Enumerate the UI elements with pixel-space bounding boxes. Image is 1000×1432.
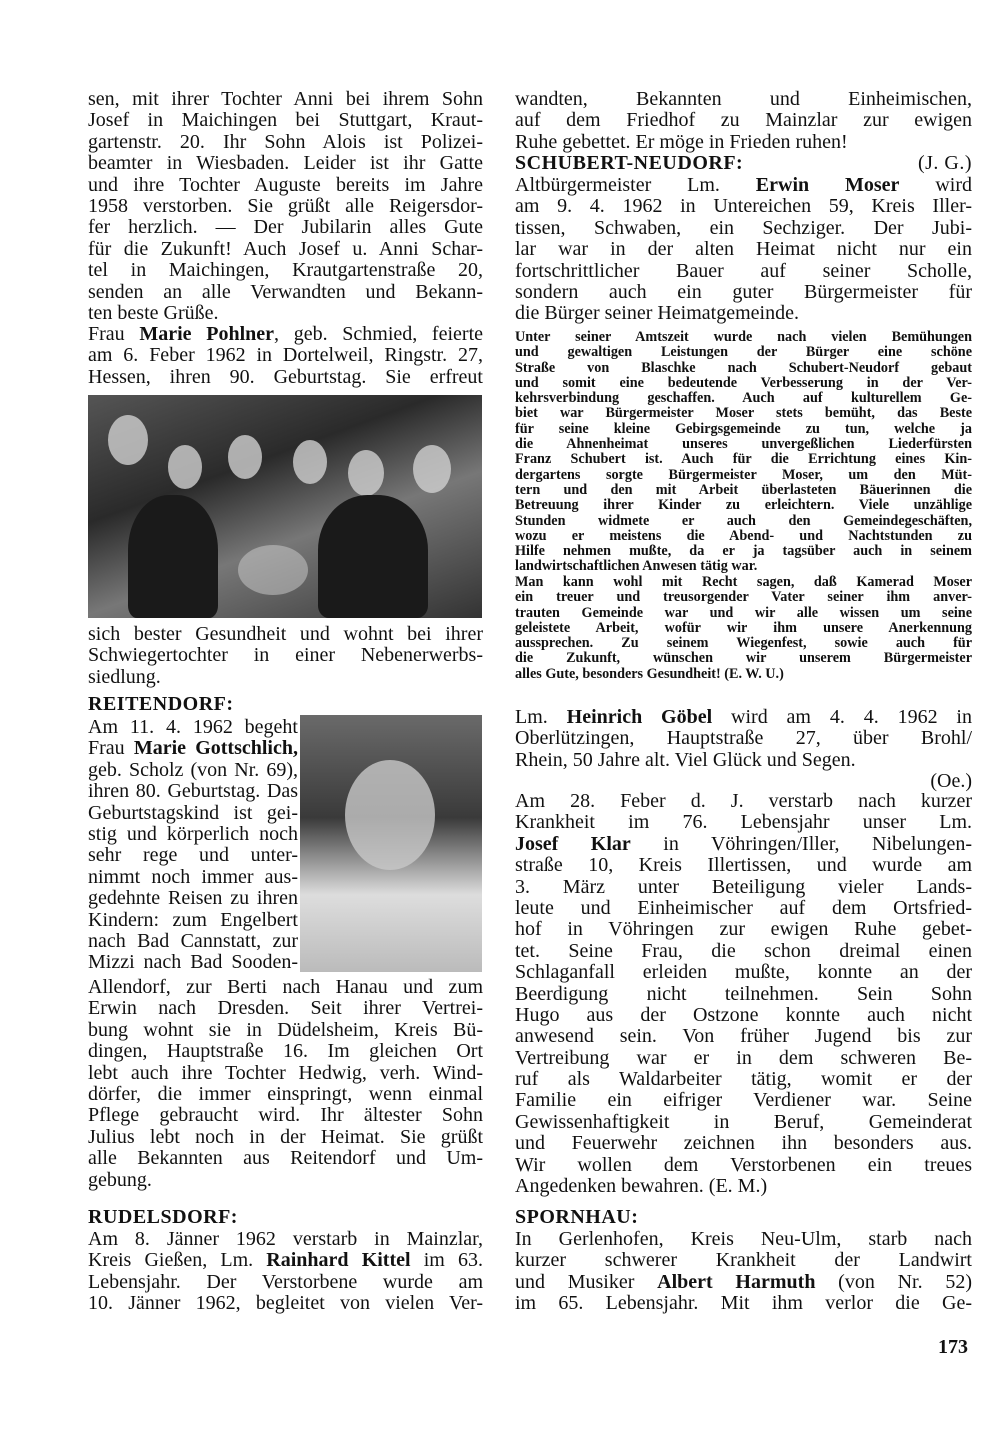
text-segment: tel in Maichingen, Krautgartenstraße 20, xyxy=(88,259,483,282)
paragraph-klar xyxy=(515,791,972,1197)
text-segment: tet. Seine Frau, die schon dreimal einen xyxy=(515,939,972,962)
text-line xyxy=(515,621,972,636)
heading-rudelsdorf: RUDELSDORF: xyxy=(88,1206,238,1228)
text-line xyxy=(88,1105,483,1126)
text-line xyxy=(88,667,483,688)
text-segment: wandten, Bekannten und Einheimischen, xyxy=(515,88,972,110)
text-line xyxy=(515,239,972,260)
text-segment: Josef in Maichingen bei Stuttgart, Kraut- xyxy=(88,109,483,132)
text-segment: wird am 4. 4. 1962 in xyxy=(712,706,972,728)
text-line xyxy=(88,910,298,931)
text-line xyxy=(88,153,483,174)
text-line xyxy=(88,1020,483,1041)
text-line xyxy=(515,422,972,437)
text-line xyxy=(515,1176,972,1197)
text-segment: ihren 80. Geburtstag. Das xyxy=(88,780,298,803)
text-line xyxy=(515,1112,972,1133)
text-line xyxy=(515,437,972,452)
text-segment: Wir wollen dem Verstorbenen ein treues xyxy=(515,1153,972,1176)
text-segment: Frau xyxy=(88,323,140,345)
text-segment: Gewissenhaftigkeit in Beruf, Gemeinderat xyxy=(515,1110,972,1133)
paragraph-pohlner-cont xyxy=(88,624,483,688)
text-line xyxy=(515,1293,972,1314)
text-segment: In Gerlenhofen, Kreis Neu-Ulm, starb nach xyxy=(515,1228,972,1250)
text-line xyxy=(515,218,972,239)
text-segment: tissen, Schwaben, ein Sechziger. Der Jubi- xyxy=(515,216,972,239)
text-line xyxy=(88,89,483,110)
text-line xyxy=(515,1026,972,1047)
text-line xyxy=(515,303,972,324)
text-segment: Mizzi nach Bad Sooden- xyxy=(88,951,298,974)
text-segment: gebung. xyxy=(88,1168,152,1191)
text-segment: Pflege gebraucht wird. Ihr ältester Sohn xyxy=(88,1104,483,1127)
text-segment: senden an alle Verwandten und Bekann- xyxy=(88,280,483,303)
text-segment: Angedenken bewahren. (E. M.) xyxy=(515,1175,768,1198)
text-segment: kurzer schwerer Krankheit der Landwirt xyxy=(515,1249,972,1272)
text-line xyxy=(88,952,298,973)
page-number: 173 xyxy=(938,1336,968,1358)
text-line xyxy=(88,867,298,888)
text-segment: alle Bekannten aus Reitendorf und Um- xyxy=(88,1147,483,1170)
text-segment: und Feuerwehr zeichnen ihn besonders aus. xyxy=(515,1132,972,1155)
text-segment: 1958 verstorben. Sie grüßt alle Reigersdor- xyxy=(88,194,483,217)
text-line xyxy=(88,760,298,781)
text-segment: Hessen, ihren 90. Geburtstag. Sie erfreut xyxy=(88,365,483,388)
text-segment: stig und körperlich noch xyxy=(88,822,298,845)
text-segment: fortschrittlicher Bauer auf seiner Scholle, xyxy=(515,259,972,282)
text-line xyxy=(515,1272,972,1293)
text-segment: Rhein, 50 Jahre alt. Viel Glück und Segen. xyxy=(515,748,856,771)
text-segment: die Zukunft, wünschen wir unserem Bürgermeister xyxy=(515,650,972,667)
text-segment: im 65. Lebensjahr. Mit ihm verlor die Ge- xyxy=(515,1292,972,1315)
text-segment: sondern auch ein guter Bürgermeister für xyxy=(515,280,972,303)
text-segment: lebt auch ihre Tochter Hedwig, verh. Wind- xyxy=(88,1061,483,1084)
text-segment: leute und Einheimischer auf dem Ortsfried- xyxy=(515,896,972,919)
text-segment: die Bürger seiner Heimatgemeinde. xyxy=(515,302,799,325)
text-line xyxy=(88,738,298,759)
text-line xyxy=(515,855,972,876)
text-segment: geleistete Arbeit, wofür wir ihm unsere Anerkennung xyxy=(515,619,972,636)
text-segment: anwesend sein. Von früher Jugend bis zur xyxy=(515,1025,972,1048)
text-segment: Frau xyxy=(88,737,134,760)
text-segment: sen, mit ihrer Tochter Anni bei ihrem Sohn xyxy=(88,88,483,110)
text-line xyxy=(515,196,972,217)
text-line xyxy=(515,132,972,153)
text-segment: 10. Jänner 1962, begleitet von vielen Ver- xyxy=(88,1292,483,1315)
text-line xyxy=(88,132,483,153)
text-line xyxy=(515,110,972,131)
text-line xyxy=(515,1090,972,1111)
text-segment: Oberlützingen, Hauptstraße 27, über Brohl/ xyxy=(515,727,972,750)
text-segment: Franz Schubert ist. Auch für die Errichtung eines Kin- xyxy=(515,451,972,468)
text-line xyxy=(88,1250,483,1271)
text-line xyxy=(515,941,972,962)
text-line xyxy=(515,877,972,898)
group-photo xyxy=(88,395,482,618)
text-segment: Unter seiner Amtszeit wurde nach vielen Bemühungen xyxy=(515,329,972,345)
author-initials: (J. G.) xyxy=(917,152,972,174)
author-initials-oe: (Oe.) xyxy=(930,770,972,792)
text-segment: Betreuung ihrer Kinder zu erleichtern. Viele unzählige xyxy=(515,497,972,514)
text-line xyxy=(88,345,483,366)
text-line xyxy=(88,1127,483,1148)
text-line xyxy=(515,707,972,728)
text-segment: aussprechen. Zu seinem Wiegenfest, sowie auch für xyxy=(515,635,972,652)
paragraph-gottschlich xyxy=(88,717,298,974)
person-name: Marie Gottschlich, xyxy=(133,737,298,760)
small-paragraph-moser-2 xyxy=(515,575,972,682)
person-name: Marie Pohlner xyxy=(139,323,275,345)
paragraph-kittel xyxy=(88,1229,483,1315)
text-segment: Allendorf, zur Berti nach Hanau und zum xyxy=(88,976,483,998)
text-segment: und gewaltigen Leistungen der Bürger eine schöne xyxy=(515,344,972,361)
text-line xyxy=(515,330,972,345)
text-segment: die Ahnenheimat unseres unvergeßlichen Liederfürsten xyxy=(515,436,972,453)
text-segment: Straße von Blaschke nach Schubert-Neudorf gebaut xyxy=(515,359,972,376)
text-line xyxy=(88,303,483,324)
text-line xyxy=(88,260,483,281)
heading-text: SCHUBERT-NEUDORF: xyxy=(515,152,744,174)
text-segment: im 63. xyxy=(410,1249,483,1272)
person-name: Rainhard Kittel xyxy=(266,1249,411,1272)
text-segment: Beerdigung nicht teilnehmen. Sein Sohn xyxy=(515,982,972,1005)
text-segment: straße 10, Kreis Illertissen, und wurde am xyxy=(515,854,972,877)
text-segment: , geb. Schmied, feierte xyxy=(274,323,484,345)
text-line xyxy=(515,667,972,682)
text-line xyxy=(515,575,972,590)
text-segment: Altbürgermeister Lm. xyxy=(515,174,756,196)
text-line xyxy=(515,483,972,498)
text-line xyxy=(515,984,972,1005)
text-segment: sehr rege und unter- xyxy=(88,844,298,867)
text-line xyxy=(515,376,972,391)
text-line xyxy=(88,324,483,345)
text-line xyxy=(515,590,972,605)
text-segment: Kindern: zum Engelbert xyxy=(88,908,298,931)
text-segment: Vertreibung war er in dem schweren Be- xyxy=(515,1046,972,1069)
text-line xyxy=(88,110,483,131)
text-line xyxy=(88,888,298,909)
text-line xyxy=(88,1170,483,1191)
text-segment: für die Zukunft! Auch Josef u. Anni Schar- xyxy=(88,237,483,260)
text-line xyxy=(515,791,972,812)
person-name: Erwin Moser xyxy=(755,174,900,196)
text-line xyxy=(88,803,298,824)
text-segment: wozu er meistens die Abend- und Nachtstunden zu xyxy=(515,527,972,544)
text-segment: (von Nr. 52) xyxy=(815,1270,972,1293)
text-segment: Kreis Gießen, Lm. xyxy=(88,1249,267,1272)
text-line xyxy=(88,175,483,196)
text-segment: und somit eine bedeutende Verbesserung in der Ver- xyxy=(515,374,972,391)
text-line xyxy=(88,1229,483,1250)
text-line xyxy=(515,1229,972,1250)
heading-reitendorf: REITENDORF: xyxy=(88,693,234,715)
text-segment: dingen, Hauptstraße 16. Im gleichen Ort xyxy=(88,1040,483,1063)
text-line xyxy=(88,998,483,1019)
text-line xyxy=(88,781,298,802)
text-segment: Geburtstagskind ist gei- xyxy=(88,801,298,824)
text-segment: landwirtschaftlichen Anwesen tätig war. xyxy=(515,558,758,575)
heading-spornhau: SPORNHAU: xyxy=(515,1206,639,1228)
text-segment: beamter in Wiesbaden. Leider ist ihr Gatte xyxy=(88,152,483,175)
text-line xyxy=(515,812,972,833)
text-line xyxy=(88,196,483,217)
text-line xyxy=(88,239,483,260)
text-line xyxy=(515,452,972,467)
text-segment: am 9. 4. 1962 in Untereichen 59, Kreis Iller- xyxy=(515,195,972,218)
text-segment: in Vöhringen/Iller, Nibelungen- xyxy=(630,832,972,855)
paragraph-moser xyxy=(515,175,972,325)
text-line xyxy=(515,1133,972,1154)
text-line xyxy=(515,750,972,771)
text-segment: Man kann wohl mit Recht sagen, daß Kamerad Moser xyxy=(515,574,972,590)
text-line xyxy=(515,962,972,983)
text-segment: alles Gute, besonders Gesundheit! (E. W. U.) xyxy=(515,665,784,682)
text-segment: für seine kleine Gebirgsgemeinde zu tun, welche ja xyxy=(515,420,972,437)
text-line xyxy=(515,559,972,574)
text-segment: sich bester Gesundheit und wohnt bei ihrer xyxy=(88,623,483,645)
text-segment: ruf als Waldarbeiter tätig, womit er der xyxy=(515,1068,972,1091)
heading-schubert-neudorf xyxy=(515,153,972,174)
text-line xyxy=(88,717,298,738)
text-segment: Hilfe nehmen mußte, da er ja tagsüber auch in seinem xyxy=(515,543,972,560)
paragraph-goebel xyxy=(515,707,972,771)
text-line xyxy=(515,636,972,651)
person-name: Albert Harmuth xyxy=(657,1270,816,1293)
text-line xyxy=(515,898,972,919)
text-segment: trauten Gemeinde war und wir alle wissen um seine xyxy=(515,604,972,621)
text-segment: nach Bad Cannstatt, zur xyxy=(88,929,298,952)
text-segment: Schlaganfall erleiden mußte, konnte an der xyxy=(515,961,972,984)
text-segment: Stunden widmete er auch den Gemeindegeschäften, xyxy=(515,512,972,529)
text-segment: Ruhe gebettet. Er möge in Frieden ruhen! xyxy=(515,130,848,153)
text-line xyxy=(88,1148,483,1169)
text-line xyxy=(88,1272,483,1293)
text-segment: Hugo aus der Ostzone konnte auch nicht xyxy=(515,1003,972,1026)
text-line xyxy=(515,1155,972,1176)
text-line xyxy=(515,89,972,110)
text-line xyxy=(88,1293,483,1314)
text-segment: gartenstr. 20. Ihr Sohn Alois ist Polizei- xyxy=(88,130,483,153)
paragraph-schartel xyxy=(88,89,483,324)
text-segment: kehrsverbindung geschaffen. Auch auf kulturellem Ge- xyxy=(515,390,972,407)
text-segment: dergartens sorgte Bürgermeister Moser, um den Müt- xyxy=(515,466,972,483)
text-line xyxy=(515,606,972,621)
text-segment: Julius lebt noch in der Heimat. Sie grüßt xyxy=(88,1125,483,1148)
text-line xyxy=(515,468,972,483)
text-line xyxy=(515,1048,972,1069)
text-segment: tern und den mit Arbeit überlasteten Bäuerinnen die xyxy=(515,481,972,498)
text-segment: dörfer, die immer einspringt, wenn einmal xyxy=(88,1082,483,1105)
text-segment: Erwin nach Dresden. Seit ihrer Vertrei- xyxy=(88,997,483,1020)
text-line xyxy=(515,728,972,749)
text-line xyxy=(515,498,972,513)
text-segment: 3. März unter Beteiligung vieler Lands- xyxy=(515,875,972,898)
text-line xyxy=(88,1084,483,1105)
text-segment: gedehnte Reisen zu ihren xyxy=(88,887,298,910)
text-segment: Am 28. Feber d. J. verstarb nach kurzer xyxy=(515,790,972,812)
text-line xyxy=(515,834,972,855)
text-segment: fer herzlich. — Der Jubilarin alles Gute xyxy=(88,216,483,239)
text-segment: geb. Scholz (von Nr. 69), xyxy=(88,758,298,781)
text-line xyxy=(88,845,298,866)
text-line xyxy=(88,282,483,303)
text-segment: lar war in der alten Heimat nicht nur ein xyxy=(515,238,972,261)
text-segment: Am 8. Jänner 1962 verstarb in Mainzlar, xyxy=(88,1228,483,1250)
text-segment: auf dem Friedhof zu Mainzlar zur ewigen xyxy=(515,109,972,132)
text-segment: und Musiker xyxy=(515,1270,658,1293)
text-segment: Am 11. 4. 1962 begeht xyxy=(88,716,298,738)
text-segment: ein treuer und treusorgender Vater seiner ihm anver- xyxy=(515,589,972,606)
paragraph-pohlner xyxy=(88,324,483,388)
text-line xyxy=(515,544,972,559)
person-name: Heinrich Göbel xyxy=(566,706,713,728)
text-line xyxy=(515,345,972,360)
text-line xyxy=(88,367,483,388)
text-segment: bung wohnt sie in Düdelsheim, Kreis Bü- xyxy=(88,1018,483,1041)
paragraph-harmuth xyxy=(515,1229,972,1315)
text-line xyxy=(88,217,483,238)
text-line xyxy=(515,919,972,940)
text-line xyxy=(88,645,483,666)
paragraph-gottschlich-cont xyxy=(88,977,483,1191)
text-segment: ten beste Grüße. xyxy=(88,301,219,324)
text-line xyxy=(515,529,972,544)
text-line xyxy=(515,175,972,196)
text-line xyxy=(88,1063,483,1084)
text-line xyxy=(515,514,972,529)
text-line xyxy=(515,282,972,303)
text-segment: Krankheit im 76. Lebensjahr unser Lm. xyxy=(515,811,972,834)
text-line xyxy=(515,651,972,666)
portrait-photo xyxy=(300,715,482,972)
text-line xyxy=(515,406,972,421)
text-line xyxy=(88,624,483,645)
text-line xyxy=(515,1005,972,1026)
text-line xyxy=(88,1041,483,1062)
person-name: Josef Klar xyxy=(515,832,631,855)
text-segment: nimmt noch immer aus- xyxy=(88,865,298,888)
text-segment: siedlung. xyxy=(88,665,161,688)
text-line xyxy=(515,391,972,406)
text-segment: Lm. xyxy=(515,706,567,728)
text-segment: und ihre Tochter Auguste bereits im Jahre xyxy=(88,173,483,196)
text-segment: Lebensjahr. Der Verstorbene wurde am xyxy=(88,1270,483,1293)
text-segment: Familie ein eifriger Verdiener war. Seine xyxy=(515,1089,972,1112)
text-line xyxy=(515,261,972,282)
text-line xyxy=(88,824,298,845)
text-segment: Schwiegertochter in einer Nebenerwerbs- xyxy=(88,644,483,667)
text-line xyxy=(515,1250,972,1271)
text-segment: hof in Vöhringen zur ewigen Ruhe gebet- xyxy=(515,918,972,941)
text-line xyxy=(515,361,972,376)
text-line xyxy=(88,977,483,998)
paragraph-kittel-cont xyxy=(515,89,972,153)
text-segment: wird xyxy=(899,174,972,196)
text-segment: biet war Bürgermeister Moser stets bemüht, das Beste xyxy=(515,405,972,422)
small-paragraph-moser-1 xyxy=(515,330,972,575)
text-segment: am 6. Feber 1962 in Dortelweil, Ringstr. 27, xyxy=(88,344,483,367)
text-line xyxy=(88,931,298,952)
text-line xyxy=(515,1069,972,1090)
